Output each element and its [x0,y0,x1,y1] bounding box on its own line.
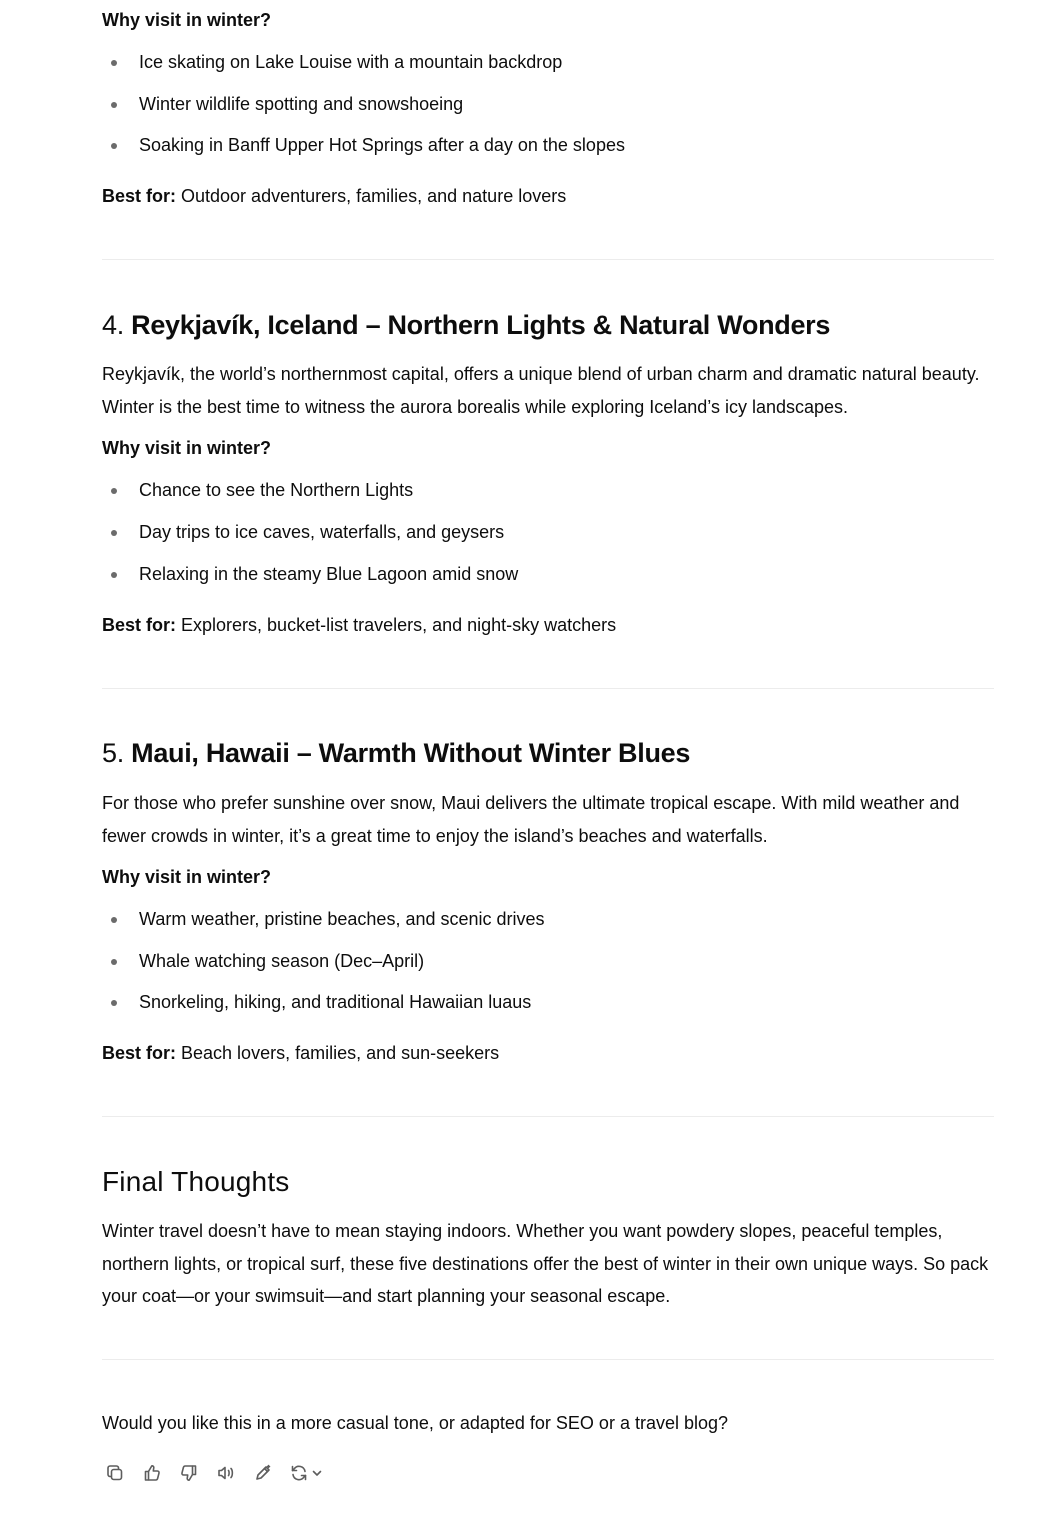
section-paragraph: Reykjavík, the world’s northernmost capital, offers a unique blend of urban charm and dramatic natural beauty. Winter is the best time to witness the aurora borealis while exploring Iceland’s icy landscapes. [102,364,980,417]
bullet-dot [111,917,117,923]
bullet-dot [111,102,117,108]
list-item: Ice skating on Lake Louise with a mountain backdrop [102,50,994,74]
edit-in-canvas-button[interactable] [250,1460,276,1486]
list-item: Relaxing in the steamy Blue Lagoon amid snow [102,562,994,586]
bullet-dot [111,488,117,494]
section-heading: 5. Maui, Hawaii – Warmth Without Winter Blues [102,738,691,768]
regenerate-button[interactable] [287,1460,325,1486]
read-aloud-icon [216,1463,236,1483]
bullet-list [102,478,994,586]
bullet-dot [111,143,117,149]
list-item: Winter wildlife spotting and snowshoeing [102,92,994,116]
section-divider [102,1359,994,1360]
section-divider [102,259,994,260]
best-for-line: Best for: Beach lovers, families, and sun-seekers [102,1043,500,1063]
list-item: Chance to see the Northern Lights [102,478,994,502]
bad-response-button[interactable] [176,1460,202,1486]
chevron-down-icon [311,1467,323,1479]
bullet-dot [111,572,117,578]
copy-button[interactable] [102,1460,128,1486]
copy-icon [105,1463,125,1483]
why-visit-label: Why visit in winter? [102,438,272,458]
section-paragraph: For those who prefer sunshine over snow, Maui delivers the ultimate tropical escape. With mild weather and fewer crowds in winter, it’s a great time to enjoy the island’s beaches and waterfalls. [102,793,960,846]
bullet-dot [111,1000,117,1006]
good-response-button[interactable] [139,1460,165,1486]
bullet-list [102,907,994,1014]
best-for-line: Best for: Outdoor adventurers, families, and nature lovers [102,186,567,206]
bullet-dot [111,530,117,536]
list-item: Day trips to ice caves, waterfalls, and geysers [102,520,994,544]
why-visit-label: Why visit in winter? [102,10,272,30]
final-paragraph: Winter travel doesn’t have to mean staying indoors. Whether you want powdery slopes, peaceful temples, northern lights, or tropical surf, these five destinations offer the best of winter in their own unique ways. So pack your coat—or your swimsuit—and start planning your seasonal escape. [102,1221,989,1306]
read-aloud-button[interactable] [213,1460,239,1486]
final-thoughts-heading: Final Thoughts [102,1166,290,1197]
section-divider [102,688,994,689]
section-divider [102,1116,994,1117]
edit-icon [253,1463,273,1483]
regenerate-icon [289,1463,309,1483]
followup-question: Would you like this in a more casual tone, or adapted for SEO or a travel blog? [102,1413,729,1433]
section-heading: 4. Reykjavík, Iceland – Northern Lights & Natural Wonders [102,310,831,340]
thumbs-up-icon [142,1463,162,1483]
bullet-dot [111,60,117,66]
message-action-bar [102,1460,336,1486]
bullet-list [102,50,994,157]
list-item: Soaking in Banff Upper Hot Springs after a day on the slopes [102,133,994,157]
bullet-dot [111,959,117,965]
thumbs-down-icon [179,1463,199,1483]
why-visit-label: Why visit in winter? [102,867,272,887]
best-for-line: Best for: Explorers, bucket-list travelers, and night-sky watchers [102,615,617,635]
list-item: Whale watching season (Dec–April) [102,949,994,973]
list-item: Snorkeling, hiking, and traditional Hawaiian luaus [102,990,994,1014]
list-item: Warm weather, pristine beaches, and scenic drives [102,907,994,931]
